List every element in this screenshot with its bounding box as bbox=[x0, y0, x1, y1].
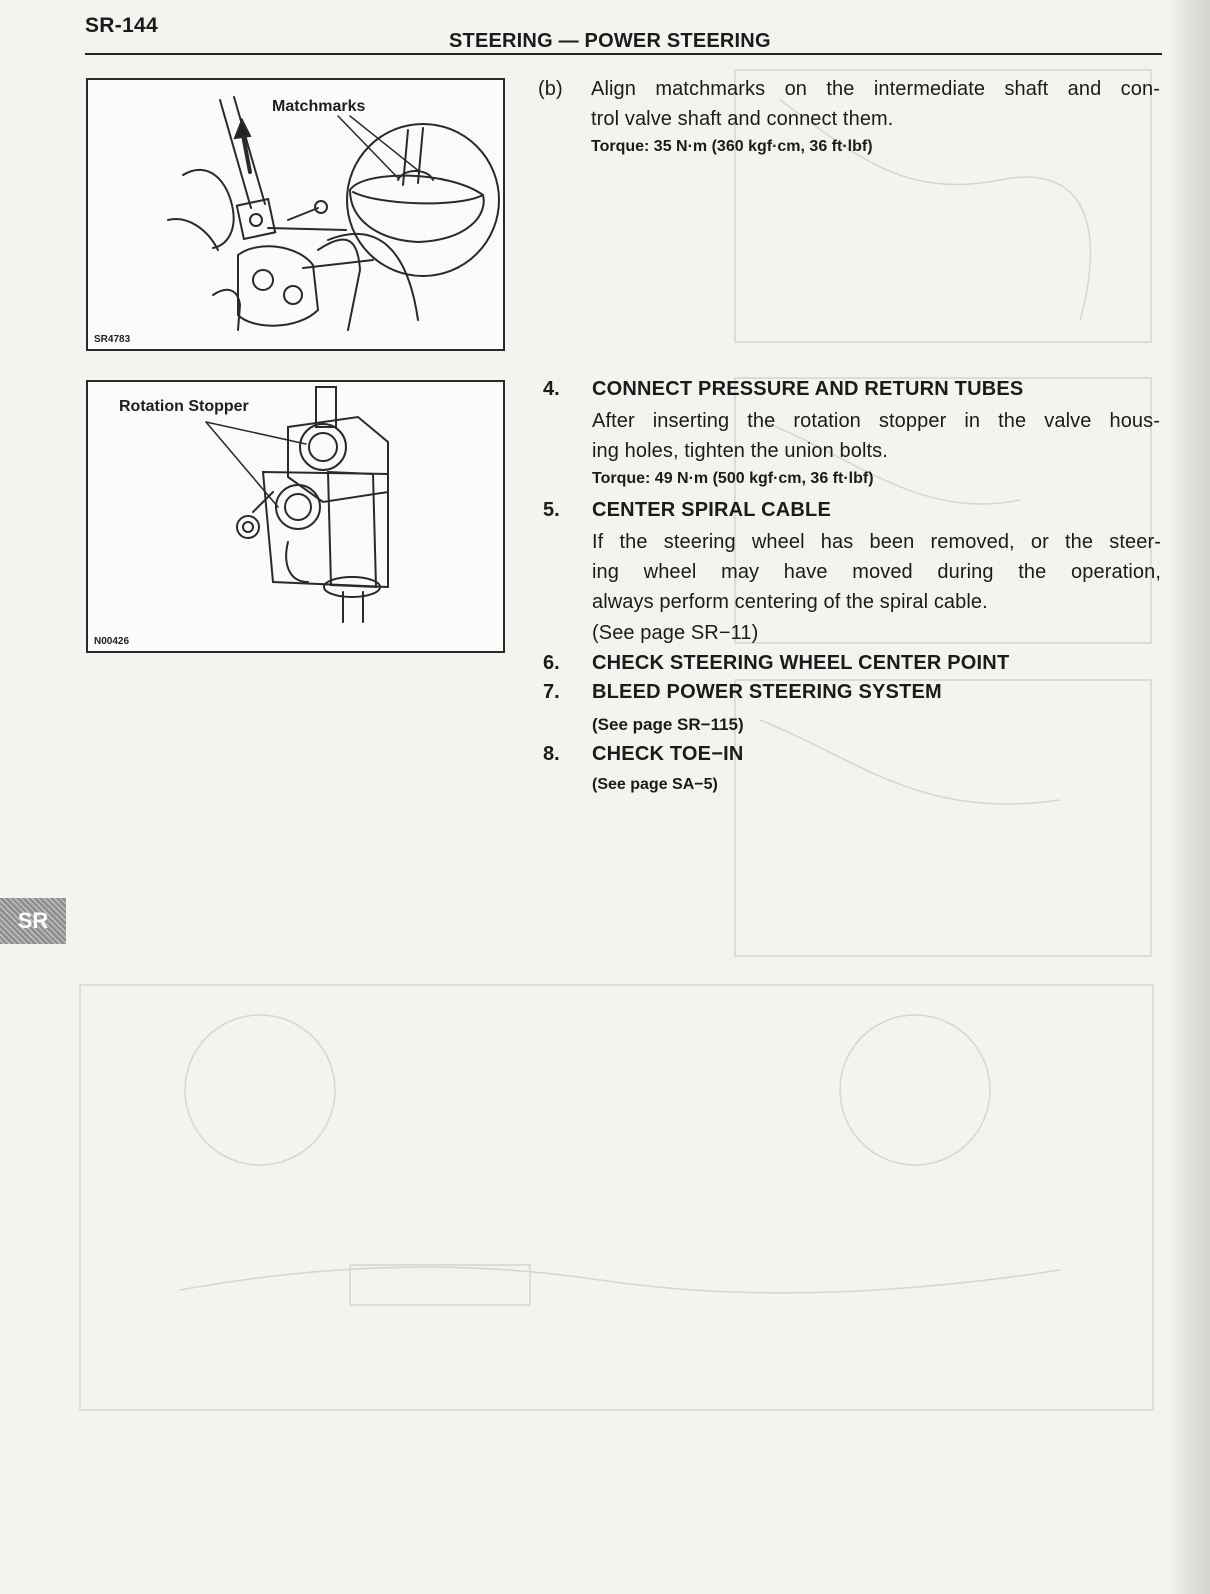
step-reference: (See page SR−115) bbox=[592, 715, 744, 734]
step-number: 7. bbox=[543, 681, 560, 703]
step-text-line: ing wheel may have moved during the operation, bbox=[592, 561, 1161, 583]
step-heading: CHECK STEERING WHEEL CENTER POINT bbox=[592, 652, 1010, 674]
step-number: 8. bbox=[543, 743, 560, 765]
step-text-line: ing holes, tighten the union bolts. bbox=[592, 440, 888, 462]
figure-rotation-stopper bbox=[86, 380, 505, 653]
step-heading: BLEED POWER STEERING SYSTEM bbox=[592, 681, 942, 703]
section-tab-sr: SR bbox=[0, 898, 66, 944]
step-b-torque: Torque: 35 N·m (360 kgf·cm, 36 ft·lbf) bbox=[591, 138, 873, 155]
figure-code: N00426 bbox=[94, 636, 130, 647]
step-number: 6. bbox=[543, 652, 560, 674]
step-reference: (See page SR−11) bbox=[592, 622, 759, 644]
step-b-line: trol valve shaft and connect them. bbox=[591, 108, 894, 130]
step-b-line: Align matchmarks on the intermediate shaft and con- bbox=[591, 78, 1160, 100]
step-text-line: If the steering wheel has been removed, or the steer- bbox=[592, 531, 1161, 553]
step-heading: CENTER SPIRAL CABLE bbox=[592, 499, 832, 521]
step-text-line: After inserting the rotation stopper in the valve hous- bbox=[592, 410, 1160, 432]
step-b-marker: (b) bbox=[538, 78, 563, 100]
page-edge-shadow bbox=[1170, 0, 1210, 1594]
label-rotation-stopper: Rotation Stopper bbox=[119, 398, 249, 415]
step-number: 5. bbox=[543, 499, 560, 521]
page-number: SR-144 bbox=[85, 14, 159, 37]
step-heading: CONNECT PRESSURE AND RETURN TUBES bbox=[592, 378, 1024, 400]
header-divider bbox=[85, 53, 1162, 55]
valve-housing-illustration bbox=[88, 382, 503, 651]
step-reference: (See page SA−5) bbox=[592, 776, 718, 793]
intermediate-shaft-illustration bbox=[88, 80, 503, 349]
step-number: 4. bbox=[543, 378, 560, 400]
figure-matchmarks bbox=[86, 78, 505, 351]
step-text-line: always perform centering of the spiral cable. bbox=[592, 591, 988, 613]
step-heading: CHECK TOE−IN bbox=[592, 743, 744, 765]
label-matchmarks: Matchmarks bbox=[272, 98, 366, 115]
page-title: STEERING — POWER STEERING bbox=[449, 30, 771, 52]
figure-code: SR4783 bbox=[94, 334, 131, 345]
step-torque: Torque: 49 N·m (500 kgf·cm, 36 ft·lbf) bbox=[592, 470, 874, 487]
